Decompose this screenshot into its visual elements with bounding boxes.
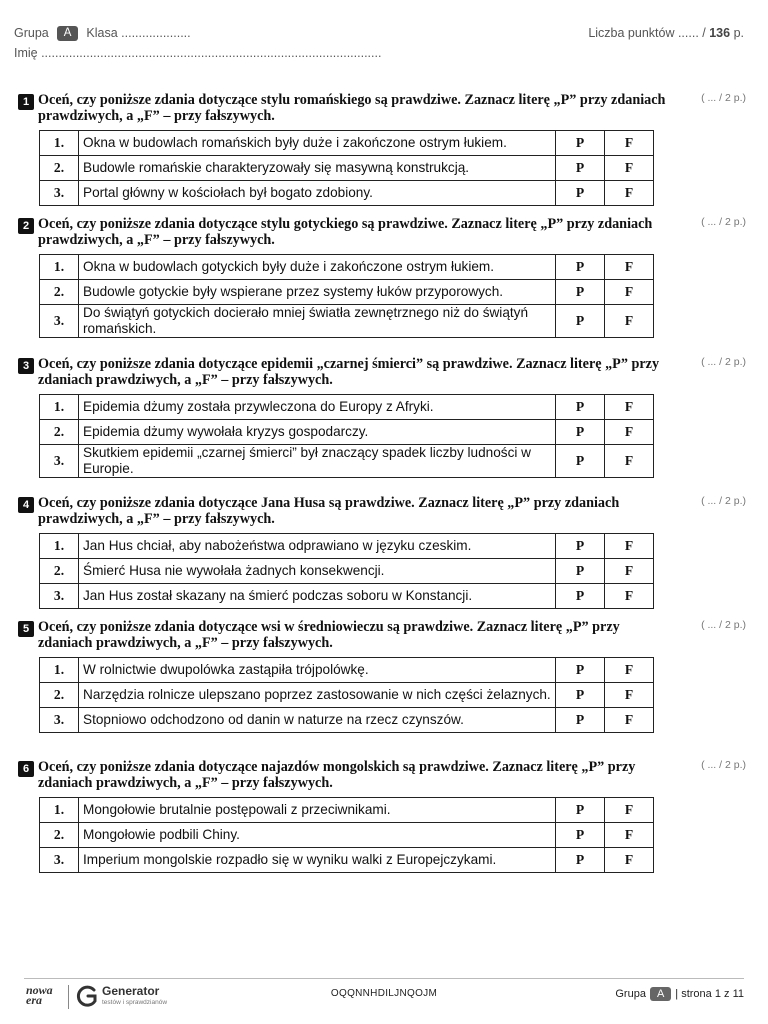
question-number: 1 [18,94,34,110]
true-option[interactable]: P [556,658,605,683]
false-option[interactable]: F [605,848,654,873]
generator-name: Generator [102,984,160,998]
true-option[interactable]: P [556,798,605,823]
question-points: ( ... / 2 p.) [701,92,746,104]
question-points: ( ... / 2 p.) [701,619,746,631]
table-row [40,181,654,206]
page-number: | strona 1 z 11 [675,988,744,1000]
question-text: Oceń, czy poniższe zdania dotyczące wsi w średniowieczu są prawdziwe. Zaznacz literę „P” przy zdaniach prawdziwych, a „F” – przy fałszywych. [38,619,620,651]
table-row [40,683,654,708]
header-row-name [14,44,744,62]
true-option[interactable]: P [556,420,605,445]
row-number: 2. [40,559,79,584]
statement-text: Epidemia dżumy została przywleczona do Europy z Afryki. [79,395,556,420]
statement-text: Epidemia dżumy wywołała kryzys gospodarczy. [79,420,556,445]
true-option[interactable]: P [556,683,605,708]
table-row [40,280,654,305]
false-option[interactable]: F [605,280,654,305]
true-false-table [39,797,654,873]
row-number: 3. [40,708,79,733]
points-total: 136 [709,26,731,40]
true-option[interactable]: P [556,848,605,873]
row-number: 1. [40,798,79,823]
question-points: ( ... / 2 p.) [701,759,746,771]
question-text: Oceń, czy poniższe zdania dotyczące najazdów mongolskich są prawdziwe. Zaznacz literę „P” przy zdaniach prawdziwych, a „F” – przy fałszywych. [38,759,636,791]
question-points: ( ... / 2 p.) [701,495,746,507]
question-number: 2 [18,218,34,234]
table-row [40,658,654,683]
points-summary [588,26,744,40]
table-row [40,445,654,478]
table-row [40,131,654,156]
table-row [40,798,654,823]
false-option[interactable]: F [605,798,654,823]
grupa-label: Grupa [14,26,49,40]
row-number: 2. [40,280,79,305]
true-false-table [39,657,654,733]
table-row [40,708,654,733]
points-label: Liczba punktów ...... / [588,26,706,40]
statement-text: Jan Hus chciał, aby nabożeństwa odprawiano w języku czeskim. [79,534,556,559]
false-option[interactable]: F [605,420,654,445]
row-number: 1. [40,534,79,559]
true-false-table [39,254,654,338]
statement-text: Okna w budowlach gotyckich były duże i zakończone ostrym łukiem. [79,255,556,280]
true-false-table [39,394,654,478]
table-row [40,255,654,280]
question-number: 5 [18,621,34,637]
statement-text: Narzędzia rolnicze ulepszano poprzez zastosowanie w nich części żelaznych. [79,683,556,708]
statement-text: Do świątyń gotyckich docierało mniej światła zewnętrznego niż do świątyń romańskich. [79,305,556,338]
false-option[interactable]: F [605,823,654,848]
table-row [40,156,654,181]
row-number: 1. [40,131,79,156]
false-option[interactable]: F [605,658,654,683]
question-header [18,92,746,124]
row-number: 3. [40,445,79,478]
row-number: 3. [40,305,79,338]
true-false-table [39,130,654,206]
question-header [18,495,746,527]
true-option[interactable]: P [556,156,605,181]
true-option[interactable]: P [556,823,605,848]
statement-text: Jan Hus został skazany na śmierć podczas soboru w Konstancji. [79,584,556,609]
question-text: Oceń, czy poniższe zdania dotyczące stylu romańskiego są prawdziwe. Zaznacz literę „P” przy zdaniach prawdziwych, a „F” – przy fałszywych. [38,92,666,124]
question-points: ( ... / 2 p.) [701,216,746,228]
true-option[interactable]: P [556,534,605,559]
statement-text: Okna w budowlach romańskich były duże i zakończone ostrym łukiem. [79,131,556,156]
grupa-badge: A [57,26,79,41]
statement-text: Budowle romańskie charakteryzowały się masywną konstrukcją. [79,156,556,181]
table-row [40,823,654,848]
row-number: 1. [40,255,79,280]
true-option[interactable]: P [556,305,605,338]
statement-text: Imperium mongolskie rozpadło się w wyniku walki z Europejczykami. [79,848,556,873]
true-false-table [39,533,654,609]
row-number: 2. [40,823,79,848]
table-row [40,584,654,609]
question-text: Oceń, czy poniższe zdania dotyczące stylu gotyckiego są prawdziwe. Zaznacz literę „P” przy zdaniach prawdziwych, a „F” – przy fałszywych. [38,216,653,248]
row-number: 3. [40,584,79,609]
row-number: 1. [40,395,79,420]
table-row [40,559,654,584]
klasa-label: Klasa .................... [86,26,191,40]
footer-grupa-label: Grupa [615,988,646,1000]
generator-subtitle: testów i sprawdzianów [102,999,168,1006]
row-number: 3. [40,181,79,206]
statement-text: Śmierć Husa nie wywołała żadnych konsekwencji. [79,559,556,584]
question-number: 3 [18,358,34,374]
false-option[interactable]: F [605,445,654,478]
row-number: 2. [40,420,79,445]
task-3 [18,356,746,478]
table-row [40,534,654,559]
statement-text: W rolnictwie dwupolówka zastąpiła trójpolówkę. [79,658,556,683]
logo-line-2: era [26,993,42,1007]
false-option[interactable]: F [605,131,654,156]
statement-text: Skutkiem epidemii „czarnej śmierci” był znaczący spadek liczby ludności w Europie. [79,445,556,478]
page-info [615,987,744,1001]
task-5 [18,619,746,733]
question-points: ( ... / 2 p.) [701,356,746,368]
table-row [40,395,654,420]
task-1 [18,92,746,206]
table-row [40,420,654,445]
task-6 [18,759,746,873]
statement-text: Mongołowie podbili Chiny. [79,823,556,848]
false-option[interactable]: F [605,395,654,420]
true-option[interactable]: P [556,280,605,305]
true-option[interactable]: P [556,131,605,156]
true-option[interactable]: P [556,255,605,280]
question-text: Oceń, czy poniższe zdania dotyczące epidemii „czarnej śmierci” są prawdziwe. Zaznacz literę „P” przy zdaniach prawdziwych, a „F” – przy fałszywych. [38,356,660,388]
row-number: 3. [40,848,79,873]
question-header [18,759,746,791]
true-option[interactable]: P [556,559,605,584]
false-option[interactable]: F [605,156,654,181]
task-4 [18,495,746,609]
question-header [18,619,746,651]
false-option[interactable]: F [605,181,654,206]
footer-grupa-badge: A [650,987,671,1001]
statement-text: Stopniowo odchodzono od danin w naturze na rzecz czynszów. [79,708,556,733]
false-option[interactable]: F [605,708,654,733]
statement-text: Portal główny w kościołach był bogato zdobiony. [79,181,556,206]
false-option[interactable]: F [605,584,654,609]
false-option[interactable]: F [605,683,654,708]
false-option[interactable]: F [605,534,654,559]
false-option[interactable]: F [605,305,654,338]
true-option[interactable]: P [556,395,605,420]
question-number: 6 [18,761,34,777]
false-option[interactable]: F [605,559,654,584]
question-header [18,356,746,388]
task-2 [18,216,746,338]
page-footer [24,978,744,1019]
logo-line-1: nowa [26,983,53,997]
row-number: 1. [40,658,79,683]
true-option[interactable]: P [556,584,605,609]
row-number: 2. [40,156,79,181]
false-option[interactable]: F [605,255,654,280]
true-option[interactable]: P [556,181,605,206]
imie-label: Imię .................................................................................................. [14,46,382,60]
question-header [18,216,746,248]
question-number: 4 [18,497,34,513]
question-text: Oceń, czy poniższe zdania dotyczące Jana Husa są prawdziwe. Zaznacz literę „P” przy zdaniach prawdziwych, a „F” – przy fałszywych. [38,495,620,527]
statement-text: Mongołowie brutalnie postępowali z przeciwnikami. [79,798,556,823]
test-code: OQQNNHDILJNQOJM [330,988,438,999]
points-unit: p. [733,26,744,40]
statement-text: Budowle gotyckie były wspierane przez systemy łuków przyporowych. [79,280,556,305]
header-row-top [14,24,744,42]
table-row [40,305,654,338]
row-number: 2. [40,683,79,708]
true-option[interactable]: P [556,708,605,733]
true-option[interactable]: P [556,445,605,478]
table-row [40,848,654,873]
page-header [14,24,744,62]
header-left [14,26,191,41]
